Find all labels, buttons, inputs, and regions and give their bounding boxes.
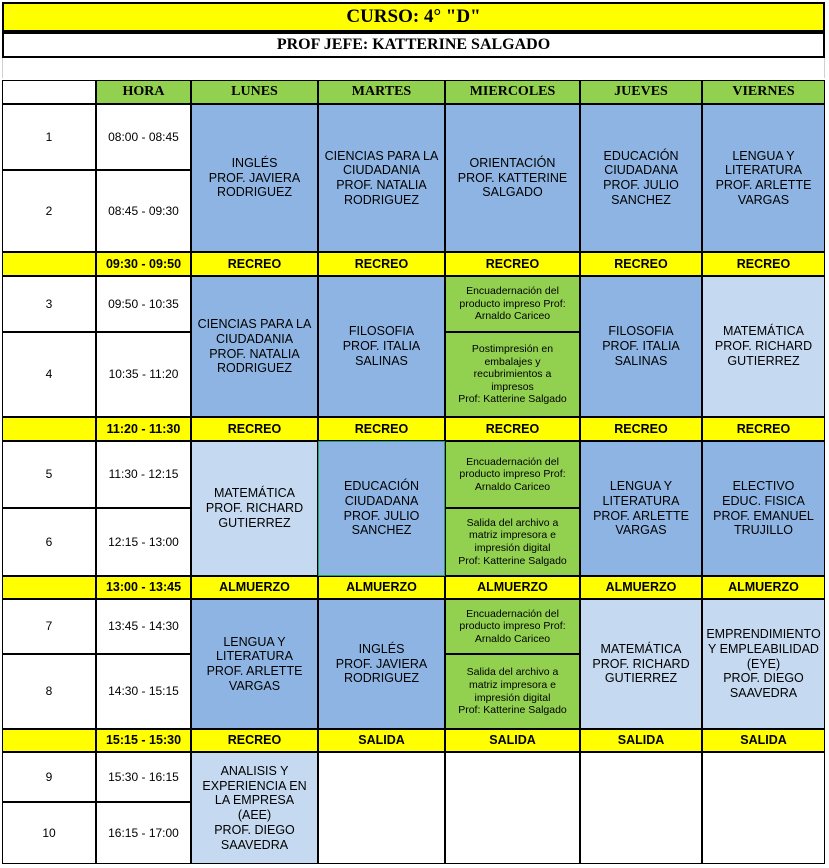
break-cell: RECREO [580,252,702,276]
break-cell: RECREO [191,417,318,441]
break-cell: SALIDA [580,729,702,752]
break-cell: RECREO [445,417,580,441]
module-cell[interactable]: Salida del archivo a matriz impresora e impresión digital Prof: Katterine Salgado [445,508,580,576]
class-cell[interactable]: LENGUA Y LITERATURA PROF. ARLETTE VARGAS [702,104,825,252]
break-cell: RECREO [702,252,825,276]
class-cell[interactable]: MATEMÁTICA PROF. RICHARD GUTIERREZ [191,441,318,576]
period-time: 09:50 - 10:35 [96,276,191,332]
module-cell[interactable]: Encuadernación del producto impreso Prof: Arnaldo Cariceo [445,276,580,332]
header-jueves: JUEVES [580,80,702,104]
period-number: 10 [2,802,96,864]
header-hora: HORA [96,80,191,104]
break-blank [2,252,96,276]
period-number: 7 [2,599,96,654]
class-cell[interactable]: ELECTIVO EDUC. FISICA PROF. EMANUEL TRUJILLO [702,441,825,576]
header-martes: MARTES [318,80,445,104]
empty-cell[interactable] [318,752,445,864]
break-cell: RECREO [191,252,318,276]
break-cell: RECREO [318,417,445,441]
class-cell[interactable]: FILOSOFIA PROF. ITALIA SALINAS [580,276,702,417]
break-cell: RECREO [318,252,445,276]
class-cell[interactable]: EDUCACIÓN CIUDADANA PROF. JULIO SANCHEZ [580,104,702,252]
empty-cell[interactable] [580,752,702,864]
course-title: CURSO: 4° "D" [2,2,825,32]
class-cell[interactable]: INGLÉS PROF. JAVIERA RODRIGUEZ [318,599,445,729]
period-number: 1 [2,104,96,170]
break-time: 15:15 - 15:30 [96,729,191,752]
period-number: 6 [2,508,96,576]
period-number: 8 [2,654,96,729]
break-cell: SALIDA [702,729,825,752]
period-time: 10:35 - 11:20 [96,332,191,417]
break-cell: ALMUERZO [580,576,702,599]
break-cell: SALIDA [445,729,580,752]
class-cell[interactable]: EMPRENDIMIENTO Y EMPLEABILIDAD (EYE) PROF. DIEGO SAAVEDRA [702,599,825,729]
period-number: 3 [2,276,96,332]
break-blank [2,417,96,441]
module-cell[interactable]: Encuadernación del producto impreso Prof: Arnaldo Cariceo [445,441,580,508]
class-cell-selected[interactable]: EDUCACIÓN CIUDADANA PROF. JULIO SANCHEZ [318,441,445,576]
class-cell[interactable]: MATEMÁTICA PROF. RICHARD GUTIERREZ [702,276,825,417]
break-cell: ALMUERZO [191,576,318,599]
class-cell[interactable]: ORIENTACIÓN PROF. KATTERINE SALGADO [445,104,580,252]
break-cell: ALMUERZO [702,576,825,599]
period-time: 08:45 - 09:30 [96,170,191,252]
break-cell: SALIDA [318,729,445,752]
module-cell[interactable]: Salida del archivo a matriz impresora e impresión digital Prof: Katterine Salgado [445,654,580,729]
module-cell[interactable]: Postimpresión en embalajes y recubrimientos a impresos Prof: Katterine Salgado [445,332,580,417]
period-time: 12:15 - 13:00 [96,508,191,576]
break-cell: ALMUERZO [445,576,580,599]
class-cell[interactable]: FILOSOFIA PROF. ITALIA SALINAS [318,276,445,417]
empty-cell[interactable] [702,752,825,864]
break-blank [2,729,96,752]
header-viernes: VIERNES [702,80,825,104]
header-lunes: LUNES [191,80,318,104]
period-number: 4 [2,332,96,417]
break-cell: RECREO [191,729,318,752]
break-time: 13:00 - 13:45 [96,576,191,599]
period-time: 15:30 - 16:15 [96,752,191,802]
class-cell[interactable]: CIENCIAS PARA LA CIUDADANIA PROF. NATALIA RODRIGUEZ [191,276,318,417]
period-number: 2 [2,170,96,252]
period-number: 5 [2,441,96,508]
break-cell: ALMUERZO [318,576,445,599]
class-cell[interactable]: INGLÉS PROF. JAVIERA RODRIGUEZ [191,104,318,252]
break-cell: RECREO [580,417,702,441]
class-cell[interactable]: LENGUA Y LITERATURA PROF. ARLETTE VARGAS [580,441,702,576]
module-cell[interactable]: Encuadernación del producto impreso Prof: Arnaldo Cariceo [445,599,580,654]
period-time: 16:15 - 17:00 [96,802,191,864]
empty-cell[interactable] [445,752,580,864]
corner-cell [2,80,96,104]
period-time: 11:30 - 12:15 [96,441,191,508]
break-cell: RECREO [445,252,580,276]
period-time: 08:00 - 08:45 [96,104,191,170]
break-time: 09:30 - 09:50 [96,252,191,276]
head-teacher-label: PROF JEFE: KATTERINE SALGADO [2,32,825,58]
class-cell[interactable]: CIENCIAS PARA LA CIUDADANIA PROF. NATALIA RODRIGUEZ [318,104,445,252]
class-cell[interactable]: MATEMÁTICA PROF. RICHARD GUTIERREZ [580,599,702,729]
period-number: 9 [2,752,96,802]
class-cell[interactable]: ANALISIS Y EXPERIENCIA EN LA EMPRESA (AEE) PROF. DIEGO SAAVEDRA [191,752,318,864]
spacer-row [2,58,825,78]
break-blank [2,576,96,599]
period-time: 14:30 - 15:15 [96,654,191,729]
break-time: 11:20 - 11:30 [96,417,191,441]
period-time: 13:45 - 14:30 [96,599,191,654]
header-miercoles: MIERCOLES [445,80,580,104]
class-cell[interactable]: LENGUA Y LITERATURA PROF. ARLETTE VARGAS [191,599,318,729]
break-cell: RECREO [702,417,825,441]
